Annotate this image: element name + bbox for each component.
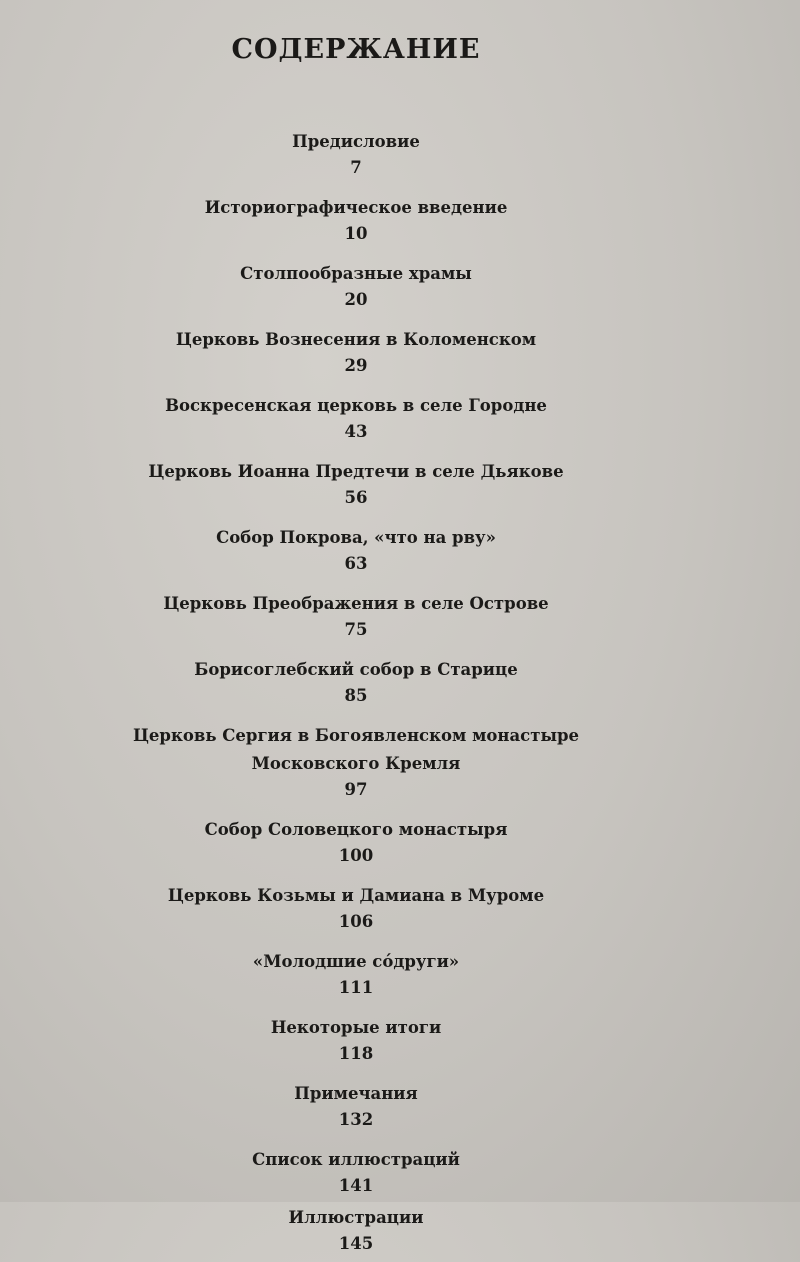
toc-entry-title: Список иллюстраций: [252, 1150, 460, 1169]
toc-entry-title: Собор Соловецкого монастыря: [204, 820, 508, 839]
toc-entry-page: 43: [344, 422, 368, 441]
toc-entry-page: 132: [338, 1110, 374, 1129]
toc-entry-page: 106: [338, 912, 374, 931]
toc-entry: [0, 260, 712, 312]
toc-entry: [0, 392, 712, 444]
toc-entry-page: 118: [338, 1044, 374, 1063]
toc-entry: [0, 1146, 712, 1198]
toc-entry-page: 63: [344, 554, 368, 573]
toc-entry-page: 56: [344, 488, 368, 507]
toc-entry-title: Предисловие: [292, 132, 420, 151]
toc-entry: [0, 1204, 712, 1256]
toc-entry: [0, 722, 712, 802]
page-title: СОДЕРЖАНИЕ: [231, 34, 481, 65]
toc-entry-title: Церковь Козьмы и Дамиана в Муроме: [167, 886, 545, 905]
toc-entry-page: 85: [344, 686, 368, 705]
toc-entry-title: Некоторые итоги: [270, 1018, 442, 1037]
toc-entry-page: 141: [338, 1176, 374, 1195]
toc-entry-title: Церковь Вознесения в Коломенском: [175, 330, 537, 349]
toc-entry: [0, 590, 712, 642]
toc-entry: [0, 816, 712, 868]
toc-entry: [0, 458, 712, 510]
toc-entry: [0, 882, 712, 934]
toc-entry-page: 111: [338, 978, 374, 997]
table-of-contents: [0, 128, 712, 1262]
toc-entry-title: Столпообразные храмы: [240, 264, 472, 283]
toc-entry: [0, 524, 712, 576]
toc-entry-page: 145: [338, 1234, 374, 1253]
toc-entry-title: Церковь Иоанна Предтечи в селе Дьякове: [148, 462, 564, 481]
toc-entry-page: 20: [344, 290, 368, 309]
toc-entry-title: Борисоглебский собор в Старице: [194, 660, 518, 679]
toc-entry-title: Иллюстрации: [288, 1208, 424, 1227]
toc-entry-page: 100: [338, 846, 374, 865]
toc-entry: [0, 194, 712, 246]
toc-entry-title: «Молодшие сóдруги»: [252, 952, 460, 971]
toc-entry: [0, 1080, 712, 1132]
toc-entry-title: Церковь Сергия в Богоявленском монастыре Московского Кремля: [132, 726, 580, 773]
toc-entry-title: Церковь Преображения в селе Острове: [163, 594, 549, 613]
toc-entry-page: 29: [344, 356, 368, 375]
toc-entry-title: Воскресенская церковь в селе Городне: [165, 396, 547, 415]
toc-entry-title: Историографическое введение: [204, 198, 508, 217]
toc-entry: [0, 656, 712, 708]
toc-entry: [0, 948, 712, 1000]
toc-entry: [0, 128, 712, 180]
toc-entry-title: Собор Покрова, «что на рву»: [216, 528, 496, 547]
toc-entry-page: 97: [344, 780, 368, 799]
toc-entry-page: 75: [344, 620, 368, 639]
toc-entry: [0, 1014, 712, 1066]
toc-entry-page: 7: [350, 158, 362, 177]
toc-entry: [0, 326, 712, 378]
toc-entry-title: Примечания: [294, 1084, 418, 1103]
toc-entry-page: 10: [344, 224, 368, 243]
